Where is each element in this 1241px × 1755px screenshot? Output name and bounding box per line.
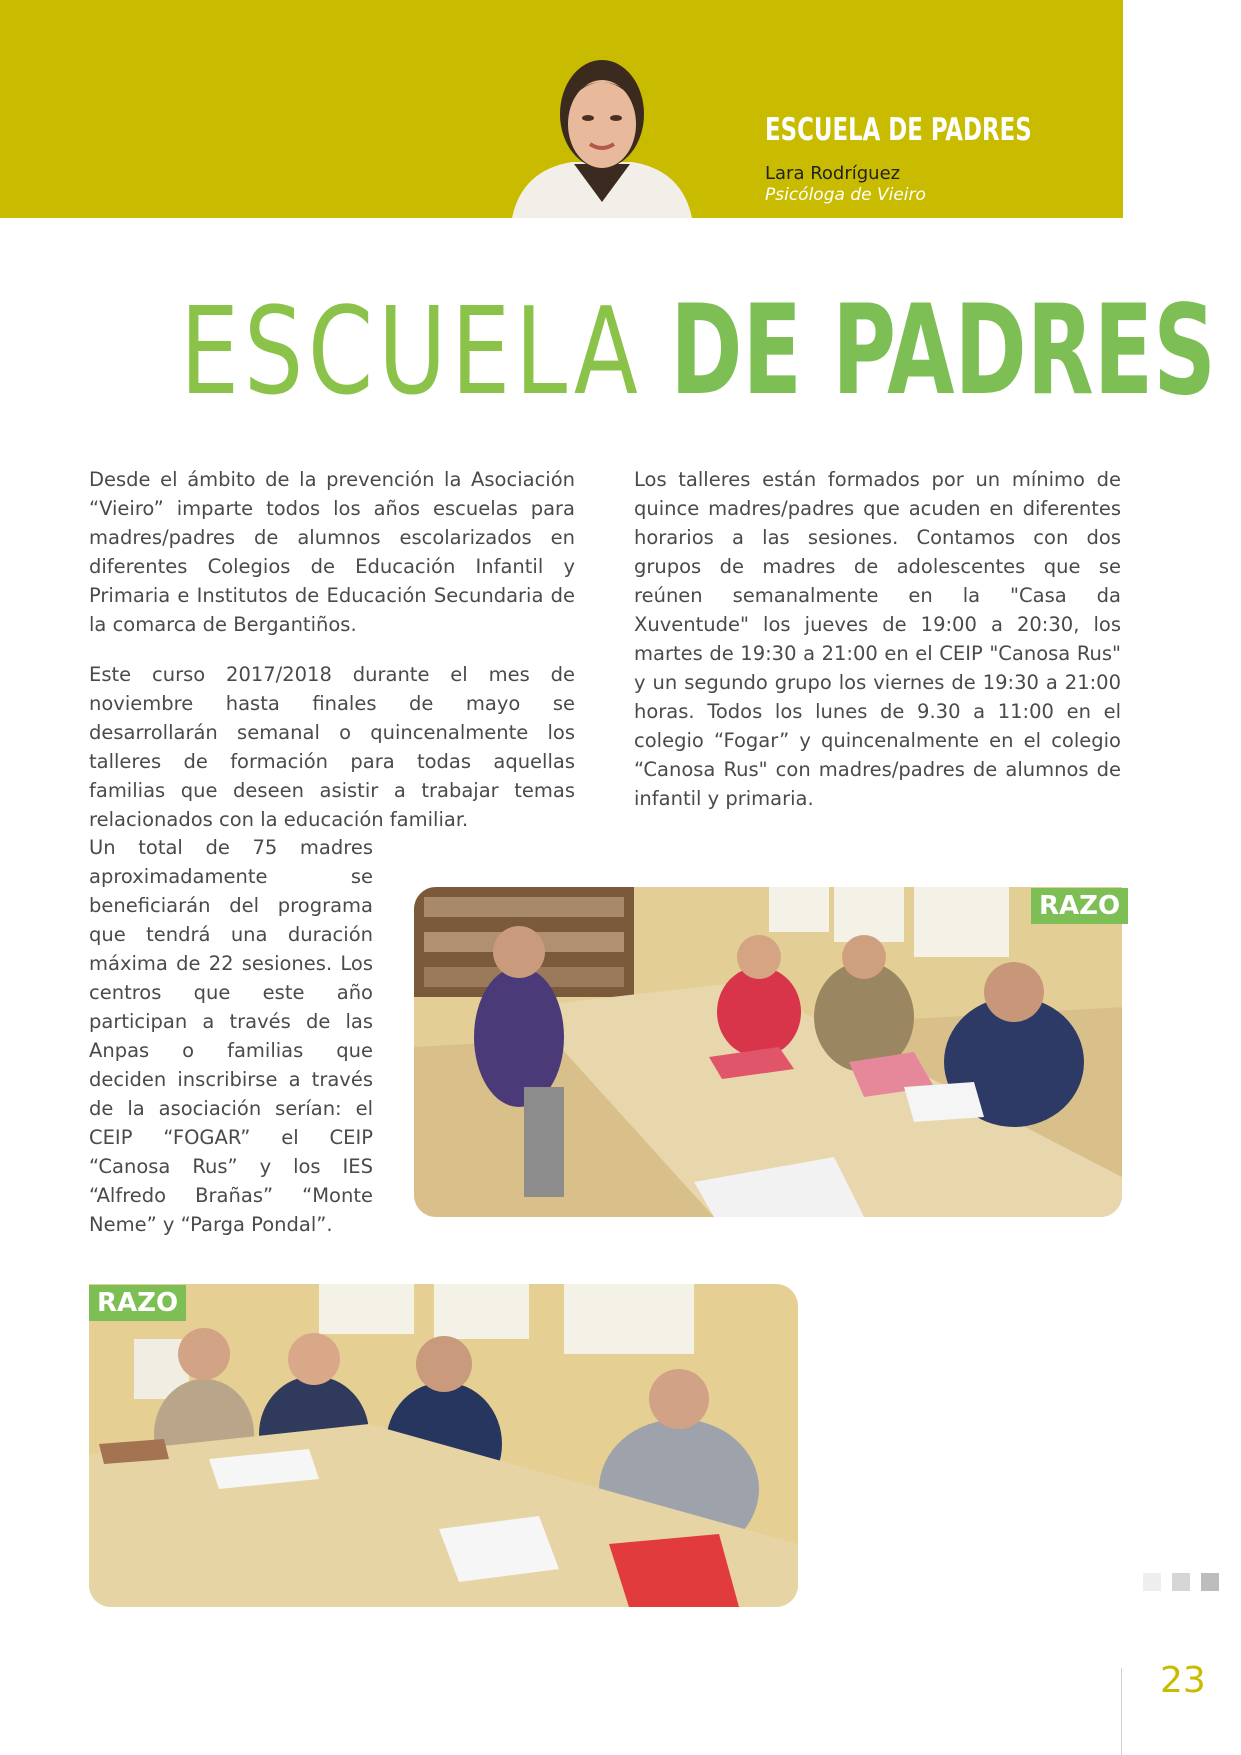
footer-divider	[1121, 1668, 1122, 1755]
paragraph-4: Un total de 75 madres aproximadamente se beneficiarán del programa que tendrá una duración máxima de 22 sesiones. Los centros que este año participan a través de las Anpas o familias que deciden inscribirse a través de la asociación serían: el CEIP “FOGAR” el CEIP “Canosa Rus” y los IES “Alfredo Brañas” “Monte Neme” y “Parga Pondal”.	[89, 836, 373, 1236]
dot-2	[1172, 1573, 1190, 1591]
column-left	[89, 465, 575, 834]
article-title	[180, 279, 1216, 423]
title-bold: DE PADRES	[670, 279, 1216, 423]
section-title: ESCUELA DE PADRES	[765, 112, 1032, 148]
column-right	[634, 465, 1121, 813]
column-narrow	[89, 833, 373, 1239]
dot-3	[1201, 1573, 1219, 1591]
dot-1	[1143, 1573, 1161, 1591]
photo-2-tag: RAZO	[89, 1285, 186, 1321]
title-light: ESCUELA	[180, 283, 643, 422]
paragraph-1: Desde el ámbito de la prevención la Asociación “Vieiro” imparte todos los años escuelas para madres/padres de alumnos escolarizados en diferentes Colegios de Educación Infantil y Primaria e Institutos de Educación Secundaria de la comarca de Bergantiños.	[89, 468, 575, 636]
paragraph-2: Este curso 2017/2018 durante el mes de noviembre hasta finales de mayo se desarrollarán semanal o quincenalmente los talleres de formación para todas aquellas familias que deseen asistir a trabajar temas relacionados con la educación familiar.	[89, 663, 575, 831]
paragraph-3: Los talleres están formados por un mínimo de quince madres/padres que acuden en diferentes horarios a las sesiones. Contamos con dos grupos de madres de adolescentes que se reúnen semanalmente en la "Casa da Xuventude" los jueves de 19:00 a 20:30, los martes de 19:30 a 21:00 en el CEIP "Canosa Rus" y un segundo grupo los viernes de 19:30 a 21:00 horas. Todos los lunes de 9.30 a 11:00 en el colegio “Fogar” y quincenalmente en el colegio “Canosa Rus" con madres/padres de alumnos de infantil y primaria.	[634, 468, 1121, 810]
page-number: 23	[1160, 1660, 1206, 1701]
author-role: Psicóloga de Vieiro	[765, 185, 926, 205]
photo-1-tag: RAZO	[1031, 888, 1128, 924]
author-name: Lara Rodríguez	[765, 163, 901, 184]
group-photo-1	[414, 887, 1122, 1217]
author-portrait	[512, 52, 692, 218]
group-photo-2	[89, 1284, 798, 1607]
page-decoration-dots	[1143, 1573, 1230, 1595]
